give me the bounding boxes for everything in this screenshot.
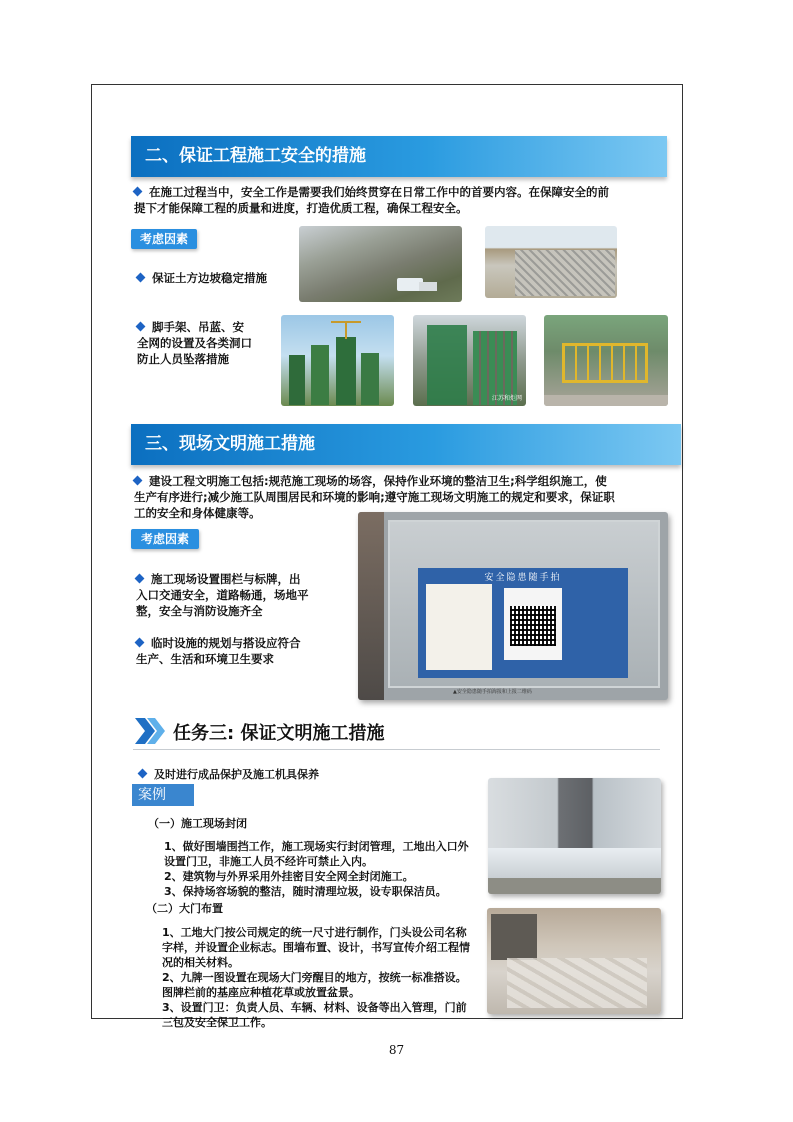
- section2-item1: [137, 270, 267, 286]
- diamond-bullet-icon: [136, 322, 146, 332]
- section2-intro: [134, 184, 634, 216]
- section3-intro: 建设工程文明施工包括:规范施工现场的场容，保持作业环境的整洁卫生;科学组织施工，使 生产有序进行;减少施工队周围居民和环境的影响;遵守施工现场文明施工的规定和要求，保证职 工的安全和身体健康等。: [134, 474, 615, 520]
- divider: [133, 749, 660, 750]
- sub2-title: （二）大门布置: [146, 902, 223, 915]
- sub1-body: 1、做好围墙围挡工作，施工现场实行封闭管理，工地出入口外 设置门卫，非施工人员不经许可禁止入内。 2、建筑物与外界采用外挂密目安全网全封闭施工。 3、保持场容场貌的整洁，随时清理垃圾，设专职保洁员。: [164, 840, 469, 898]
- safety-board-photo: [358, 512, 668, 700]
- section3-title: 三、现场文明施工措施: [145, 434, 315, 454]
- scaffold-net-photo: [413, 315, 526, 406]
- diamond-bullet-icon: [135, 638, 145, 648]
- photo-watermark: 江苏和炬网: [491, 395, 522, 402]
- site-enclosure-photo: [488, 778, 661, 894]
- floor-protection-photo: [487, 908, 661, 1014]
- double-chevron-icon: [133, 716, 167, 746]
- diamond-bullet-icon: [135, 574, 145, 584]
- section2-item1-text: 保证土方边坡稳定措施: [152, 271, 267, 285]
- section3-banner: [131, 424, 681, 465]
- case-tag: 案例: [132, 784, 194, 806]
- page-number: 87: [388, 1043, 405, 1057]
- section2-intro-line1: 在施工过程当中，安全工作是需要我们始终贯穿在日常工作中的首要内容。在保障安全的前: [149, 185, 609, 199]
- section2-intro-line2: 提下才能保障工程的质量和进度，打造优质工程，确保工程安全。: [134, 201, 468, 215]
- task3-title: 任务三: 保证文明施工措施: [173, 723, 385, 744]
- diamond-bullet-icon: [138, 769, 148, 779]
- section2-item2: 脚手架、吊蓝、安 全网的设置及各类洞口 防止人员坠落措施: [137, 320, 252, 366]
- slope-rock-photo: [299, 226, 462, 302]
- diamond-bullet-icon: [133, 476, 143, 486]
- diamond-bullet-icon: [133, 187, 143, 197]
- safety-board-sign: 安全隐患随手拍: [484, 573, 562, 583]
- section2-title: 二、保证工程施工安全的措施: [145, 146, 366, 166]
- section2-banner: [131, 136, 667, 177]
- photo-caption: ▲安全隐患随手拍海报和上报二维码: [453, 689, 532, 695]
- task3-bullet: 及时进行成品保护及施工机具保养: [139, 767, 319, 782]
- section3-item1: 施工现场设置围栏与标牌，出 入口交通安全，道路畅通，场地平 整，安全与消防设施齐全: [136, 572, 309, 618]
- section3-factor-tag: 考虑因素: [131, 529, 199, 549]
- slope-net-photo: [485, 226, 617, 298]
- qr-code-icon: [510, 606, 556, 646]
- sub1-title: （一）施工现场封闭: [148, 817, 247, 830]
- hole-guard-photo: [544, 315, 668, 406]
- diamond-bullet-icon: [136, 273, 146, 283]
- scaffold-buildings-photo: [281, 315, 394, 406]
- section3-item2: 临时设施的规划与搭设应符合 生产、生活和环境卫生要求: [136, 636, 301, 666]
- sub2-body: 1、工地大门按公司规定的统一尺寸进行制作，门头设公司名称 字样，并设置企业标志。围墙布置、设计，书写宣传介绍工程情 况的相关材料。 2、九牌一图设置在现场大门旁醒目的地方，按统一标准搭设。 图牌栏前的基座应种植花草或放置盆景。 3、设置门卫：负责人员、车辆、材料、设备等出入管理，门前 三包及安全保卫工作。: [162, 926, 470, 1029]
- section2-factor-tag: 考虑因素: [131, 229, 197, 249]
